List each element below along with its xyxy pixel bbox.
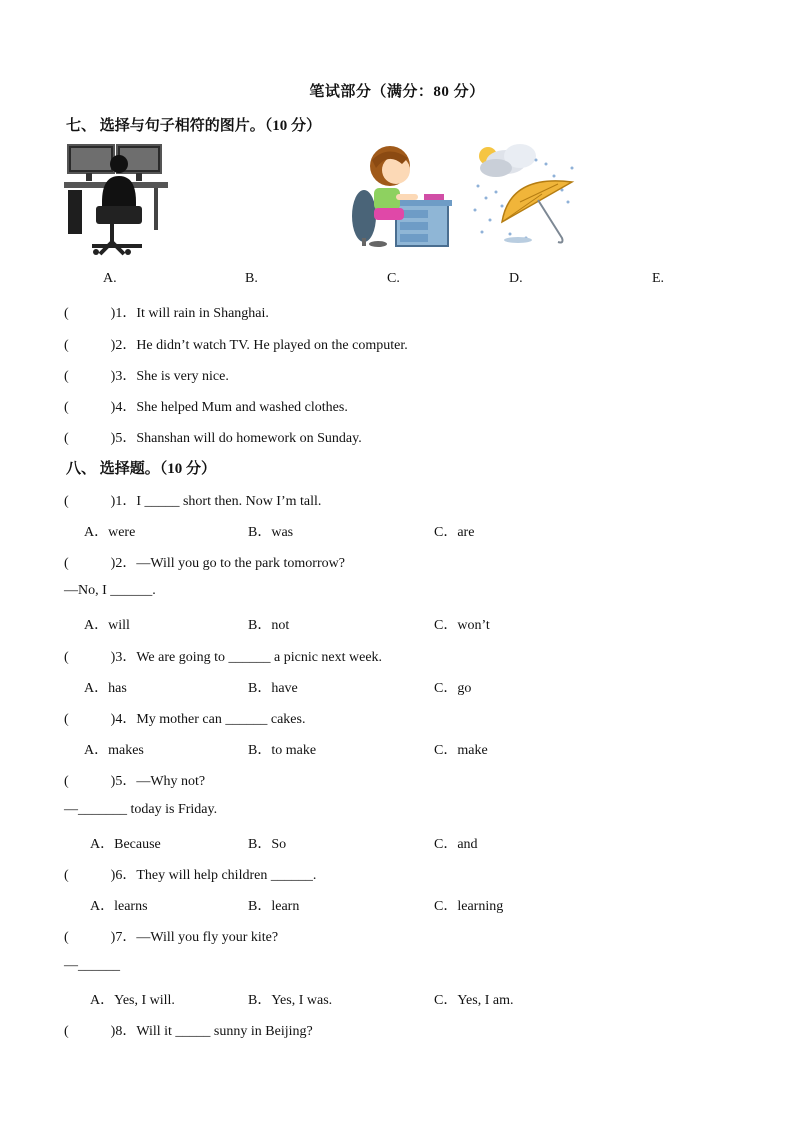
s8-q1-option-c: C．are bbox=[434, 525, 475, 540]
s8-q6-option-b: B．learn bbox=[248, 899, 300, 914]
s8-q1-option-a: A．were bbox=[84, 525, 136, 540]
s8-q4-option-a: A．makes bbox=[84, 743, 144, 758]
s8-q3-option-c: C．go bbox=[434, 681, 472, 696]
s8-q5-option-c: C．and bbox=[434, 837, 478, 852]
s8-q7-option-b: B．Yes, I was. bbox=[248, 993, 333, 1008]
s8-q3-option-a: A．has bbox=[84, 681, 127, 696]
s8-q6-option-c: C．learning bbox=[434, 899, 504, 914]
s8-q2-answer-line: —No, I ______. bbox=[64, 583, 156, 598]
s8-q5-option-a: A．Because bbox=[90, 837, 161, 852]
s8-q7-stem: ( )7．—Will you fly your kite? bbox=[64, 930, 279, 945]
s7-question-3: ( )3．She is very nice. bbox=[64, 369, 229, 384]
option-letter-b: B. bbox=[245, 271, 258, 286]
s8-q2-option-b: B．not bbox=[248, 618, 290, 633]
section-7-heading: 七、 选择与句子相符的图片。（10 分） bbox=[66, 118, 322, 134]
s8-q2-option-a: A．will bbox=[84, 618, 130, 633]
s8-q7-option-a: A．Yes, I will. bbox=[90, 993, 175, 1008]
s8-q3-option-b: B．have bbox=[248, 681, 298, 696]
s8-q7-option-c: C．Yes, I am. bbox=[434, 993, 514, 1008]
s8-q7-answer-line: —______ bbox=[64, 958, 120, 973]
s8-q2-stem: ( )2．—Will you go to the park tomorrow? bbox=[64, 556, 345, 571]
computer-user-picture bbox=[62, 142, 172, 257]
s8-q2-option-c: C．won’t bbox=[434, 618, 490, 633]
section-8-heading: 八、 选择题。（10 分） bbox=[66, 461, 217, 477]
s8-q6-stem: ( )6．They will help children ______. bbox=[64, 868, 317, 883]
s7-question-4: ( )4．She helped Mum and washed clothes. bbox=[64, 400, 348, 415]
s8-q8-stem: ( )8．Will it _____ sunny in Beijing? bbox=[64, 1024, 313, 1039]
option-letter-c: C. bbox=[387, 271, 400, 286]
s8-q6-option-a: A．learns bbox=[90, 899, 148, 914]
s8-q4-option-c: C．make bbox=[434, 743, 488, 758]
option-letter-d: D. bbox=[509, 271, 523, 286]
s7-question-1: ( )1．It will rain in Shanghai. bbox=[64, 306, 269, 321]
s8-q5-stem: ( )5．—Why not? bbox=[64, 774, 206, 789]
s8-q4-stem: ( )4．My mother can ______ cakes. bbox=[64, 712, 306, 727]
s8-q5-answer-line: —_______ today is Friday. bbox=[64, 802, 218, 817]
s7-question-2: ( )2．He didn’t watch TV. He played on the computer. bbox=[64, 338, 408, 353]
option-letter-e: E. bbox=[652, 271, 665, 286]
s8-q5-option-b: B．So bbox=[248, 837, 287, 852]
page-title: 笔试部分（满分：80 分） bbox=[309, 84, 485, 100]
rain-umbrella-picture bbox=[466, 142, 578, 246]
option-letter-a: A. bbox=[103, 271, 117, 286]
s8-q1-option-b: B．was bbox=[248, 525, 294, 540]
s7-question-5: ( )5．Shanshan will do homework on Sunday. bbox=[64, 431, 362, 446]
s8-q4-option-b: B．to make bbox=[248, 743, 317, 758]
girl-homework-picture bbox=[348, 144, 454, 252]
s8-q1-stem: ( )1．I _____ short then. Now I’m tall. bbox=[64, 494, 322, 509]
s8-q3-stem: ( )3．We are going to ______ a picnic next week. bbox=[64, 650, 383, 665]
